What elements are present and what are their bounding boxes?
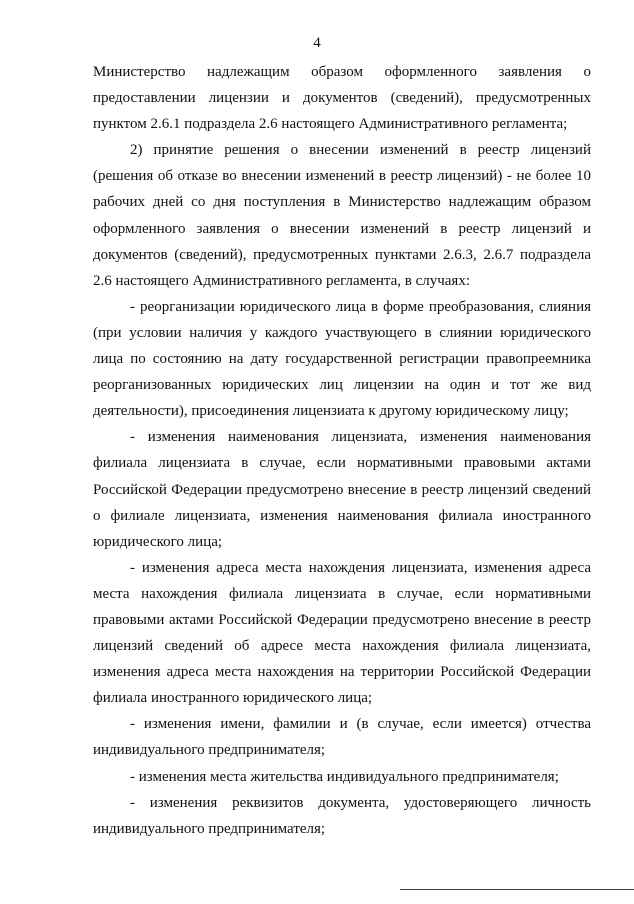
paragraph-entrepreneur-name: - изменения имени, фамилии и (в случае, если имеется) отчества индивидуального предпринимателя; <box>93 716 591 759</box>
document-body <box>93 59 591 842</box>
paragraph-item-2: 2) принятие решения о внесении изменений в реестр лицензий (решения об отказе во внесении изменений в реестр лицензий) - не более 10 рабочих дней со дня поступления в Министерство надлежащим образом оформленного заявления о внесении изменений в реестр лицензий и документов (сведений), предусмотренных пунктами 2.6.3, 2.6.7 подраздела 2.6 настоящего Административного регламента, в случаях: <box>93 142 591 289</box>
bottom-divider <box>400 889 634 890</box>
paragraph-reorganization: - реорганизации юридического лица в форме преобразования, слияния (при условии наличия у каждого участвующего в слиянии юридического лица по состоянию на дату государственной регистрации правопреемника реорганизованных юридических лиц лицензии на один и тот же вид деятельности), присоединения лицензиата к другому юридическому лицу; <box>93 298 591 420</box>
paragraph-name-change: - изменения наименования лицензиата, изменения наименования филиала лицензиата в случае, если нормативными правовыми актами Российской Федерации предусмотрено внесение в реестр лицензий сведений о филиале лицензиата, изменения наименования филиала иностранного юридического лица; <box>93 429 591 550</box>
paragraph-continuation: Министерство надлежащим образом оформленного заявления о предоставлении лицензии и документов (сведений), предусмотренных пунктом 2.6.1 подраздела 2.6 настоящего Административного регламента; <box>93 64 591 133</box>
paragraph-entrepreneur-residence: - изменения места жительства индивидуального предпринимателя; <box>130 768 559 785</box>
paragraph-identity-document: - изменения реквизитов документа, удостоверяющего личность индивидуального предпринимателя; <box>93 794 591 837</box>
paragraph-address-change: - изменения адреса места нахождения лицензиата, изменения адреса места нахождения филиала лицензиата в случае, если нормативными правовыми актами Российской Федерации предусмотрено внесение в реестр лицензий сведений об адресе места нахождения филиала лицензиата, изменения адреса места нахождения на территории Российской Федерации филиала иностранного юридического лица; <box>93 559 591 707</box>
page-number: 4 <box>313 35 321 51</box>
